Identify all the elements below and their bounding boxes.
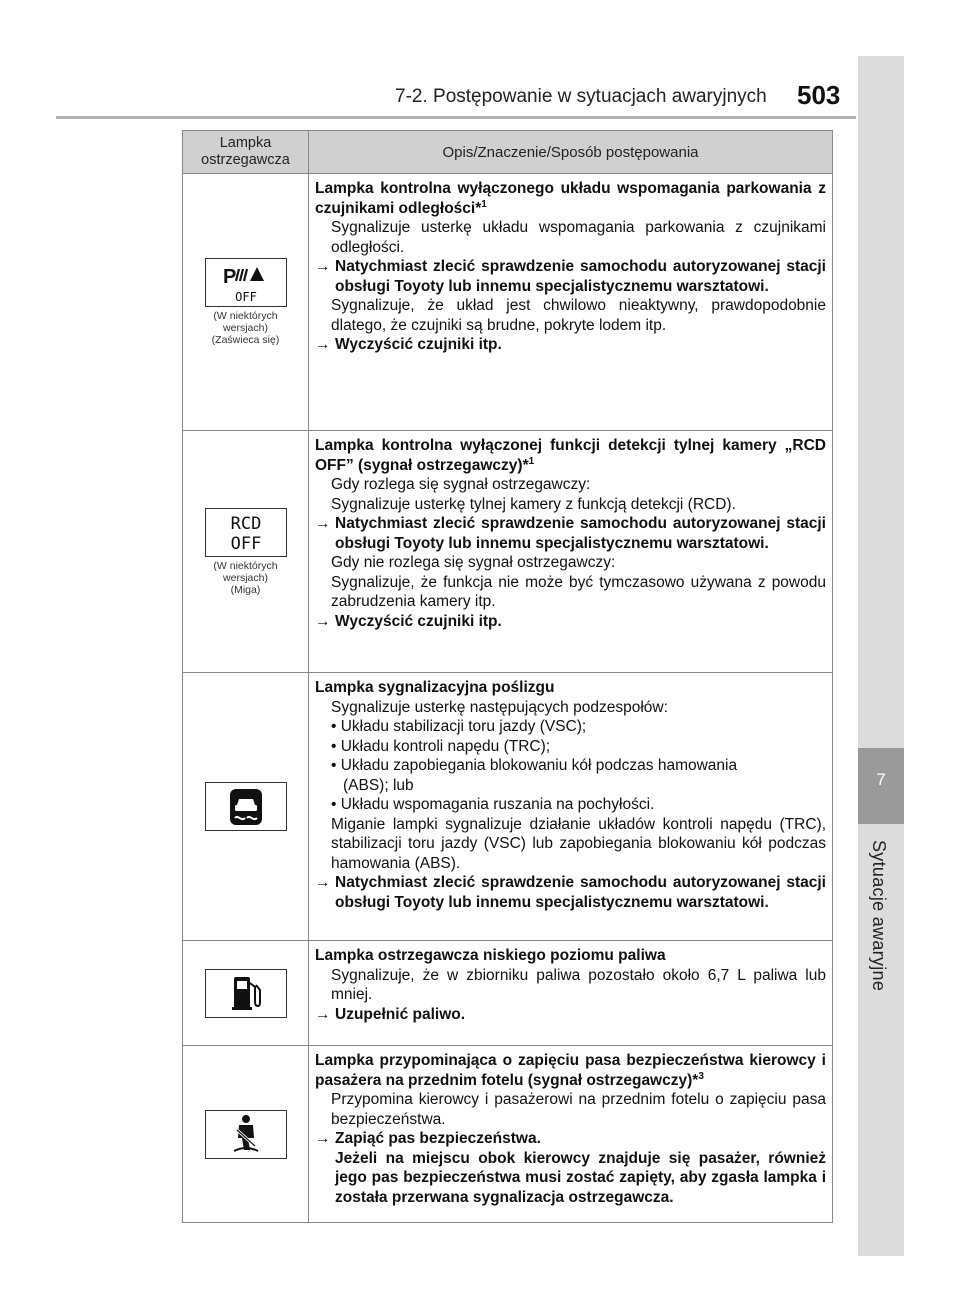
chapter-name: Sytuacje awaryjne (869, 840, 889, 992)
lamp-cell (183, 431, 309, 672)
description-text: Sygnalizuje, że funkcja nie może być tymczasowo używana z powodu zabrudzenia kamery itp. (331, 573, 826, 610)
lamp-title: Lampka ostrzegawcza niskiego poziomu paliwa (315, 947, 666, 964)
bullet-item: • Układu zapobiegania blokowaniu kół podczas hamowania (331, 757, 738, 774)
description-text: Miganie lampki sygnalizuje działanie układów kontroli napędu (TRC), stabilizacji toru jazdy (VSC) lub zapobiegania blokowaniu kół podczas hamowania (ABS). (331, 815, 826, 872)
action-item: → Natychmiast zlecić sprawdzenie samochodu autoryzowanej stacji obsługi Toyoty lub innemu specjalistycznemu warsztatowi. (315, 258, 826, 295)
arrow-icon: → (315, 515, 331, 532)
bullet-item-continuation: (ABS); lub (343, 776, 414, 794)
description-text: Sygnalizuje, że układ jest chwilowo nieaktywny, prawdopodobnie dlatego, że czujniki są brudne, pokryte lodem itp. (331, 297, 826, 334)
arrow-icon: → (315, 258, 331, 275)
table-row (183, 941, 832, 1046)
lamp-title: Lampka kontrolna wyłączonej funkcji detekcji tylnej kamery „RCD OFF” (sygnał ostrzegawczy)*$^1$ (315, 437, 826, 474)
icon-frame (205, 1110, 287, 1159)
rcd-off-icon (216, 510, 276, 554)
description-text: Gdy rozlega się sygnał ostrzegawczy: (331, 476, 591, 493)
fuel-pump-icon (224, 971, 268, 1015)
column-header-description: Opis/Znaczenie/Sposób postępowania (442, 143, 699, 161)
icon-frame (205, 782, 287, 831)
icon-frame (205, 258, 287, 307)
action-item: → Natychmiast zlecić sprawdzenie samochodu autoryzowanej stacji obsługi Toyoty lub innemu specjalistycznemu warsztatowi. (315, 874, 826, 911)
lamp-cell (183, 174, 309, 430)
description-cell (309, 174, 832, 430)
description-cell (309, 673, 832, 940)
table-row (183, 431, 832, 673)
table-row (183, 174, 832, 431)
arrow-icon: → (315, 336, 331, 353)
lamp-title: Lampka przypominająca o zapięciu pasa bezpieczeństwa kierowcy i pasażera na przednim fotelu (sygnał ostrzegawczy)*$^3$ (315, 1052, 826, 1089)
description-text: Sygnalizuje usterkę tylnej kamery z funkcją detekcji (RCD). (331, 495, 736, 513)
arrow-icon: → (315, 874, 331, 891)
lamp-cell (183, 941, 309, 1045)
column-header-lamp: Lampka ostrzegawcza (183, 131, 309, 173)
header-rule (56, 116, 856, 119)
arrow-icon: → (315, 1005, 331, 1023)
parking-sensor-off-icon (211, 261, 281, 305)
header-title: 7-2. Postępowanie w sytuacjach awaryjnych (395, 86, 767, 107)
description-cell (309, 1046, 832, 1222)
lamp-note: (W niektórych wersjach) (Zaświeca się) (211, 310, 280, 346)
page-number: 503 (797, 80, 841, 110)
description-text: Przypomina kierowcy i pasażerowi na przednim fotelu o zapięciu pasa bezpieczeństwa. (331, 1091, 826, 1128)
description-text: Sygnalizuje, że w zbiorniku paliwa pozostało około 6,7 L paliwa lub mniej. (331, 966, 826, 1003)
action-item: → Wyczyścić czujniki itp. (315, 612, 502, 630)
svg-text:RCD: RCD (230, 514, 261, 534)
svg-text:OFF: OFF (230, 534, 261, 554)
bullet-item: • Układu stabilizacji toru jazdy (VSC); (331, 718, 587, 735)
svg-text:P: P (222, 265, 236, 288)
icon-frame (205, 969, 287, 1018)
action-item: → Zapiąć pas bezpieczeństwa. (315, 1130, 541, 1147)
description-cell (309, 431, 832, 672)
bullet-item: • Układu wspomagania ruszania na pochyłości. (331, 796, 655, 813)
action-item: → Natychmiast zlecić sprawdzenie samochodu autoryzowanej stacji obsługi Toyoty lub innemu specjalistycznemu warsztatowi. (315, 515, 826, 552)
lamp-title: Lampka sygnalizacyjna poślizgu (315, 679, 555, 696)
icon-frame (205, 508, 287, 557)
action-item: → Wyczyścić czujniki itp. (315, 336, 502, 353)
lamp-note: (W niektórych wersjach) (Miga) (213, 559, 278, 596)
description-text: Gdy nie rozlega się sygnał ostrzegawczy: (331, 554, 616, 571)
action-item: → Uzupełnić paliwo. (315, 1005, 466, 1023)
warning-lamp-table (182, 130, 833, 1223)
description-text: Sygnalizuje usterkę następujących podzespołów: (331, 698, 668, 716)
table-row (183, 1046, 832, 1222)
arrow-icon: → (315, 1130, 331, 1147)
lamp-title: Lampka kontrolna wyłączonego układu wspomagania parkowania z czujnikami odległości*$^1$ (315, 180, 826, 217)
lamp-cell (183, 1046, 309, 1222)
table-row (183, 673, 832, 941)
action-subtext: Jeżeli na miejscu obok kierowcy znajduje się pasażer, również jego pas bezpieczeństwa musi zostać zapięty, aby zgasła lampka i została przerwana sygnalizacja ostrzegawcza. (335, 1149, 826, 1206)
chapter-number: 7 (876, 770, 886, 789)
arrow-icon: → (315, 612, 331, 630)
description-cell (309, 941, 832, 1045)
table-header (183, 131, 832, 174)
side-tab (858, 56, 904, 1256)
parking-sensor-off-text: OFF (234, 289, 257, 304)
seat-belt-icon (224, 1112, 268, 1156)
description-text: Sygnalizuje usterkę układu wspomagania parkowania z czujnikami odległości. (331, 219, 826, 256)
bullet-item: • Układu kontroli napędu (TRC); (331, 737, 551, 755)
lamp-cell (183, 673, 309, 940)
slip-indicator-icon (224, 785, 268, 829)
